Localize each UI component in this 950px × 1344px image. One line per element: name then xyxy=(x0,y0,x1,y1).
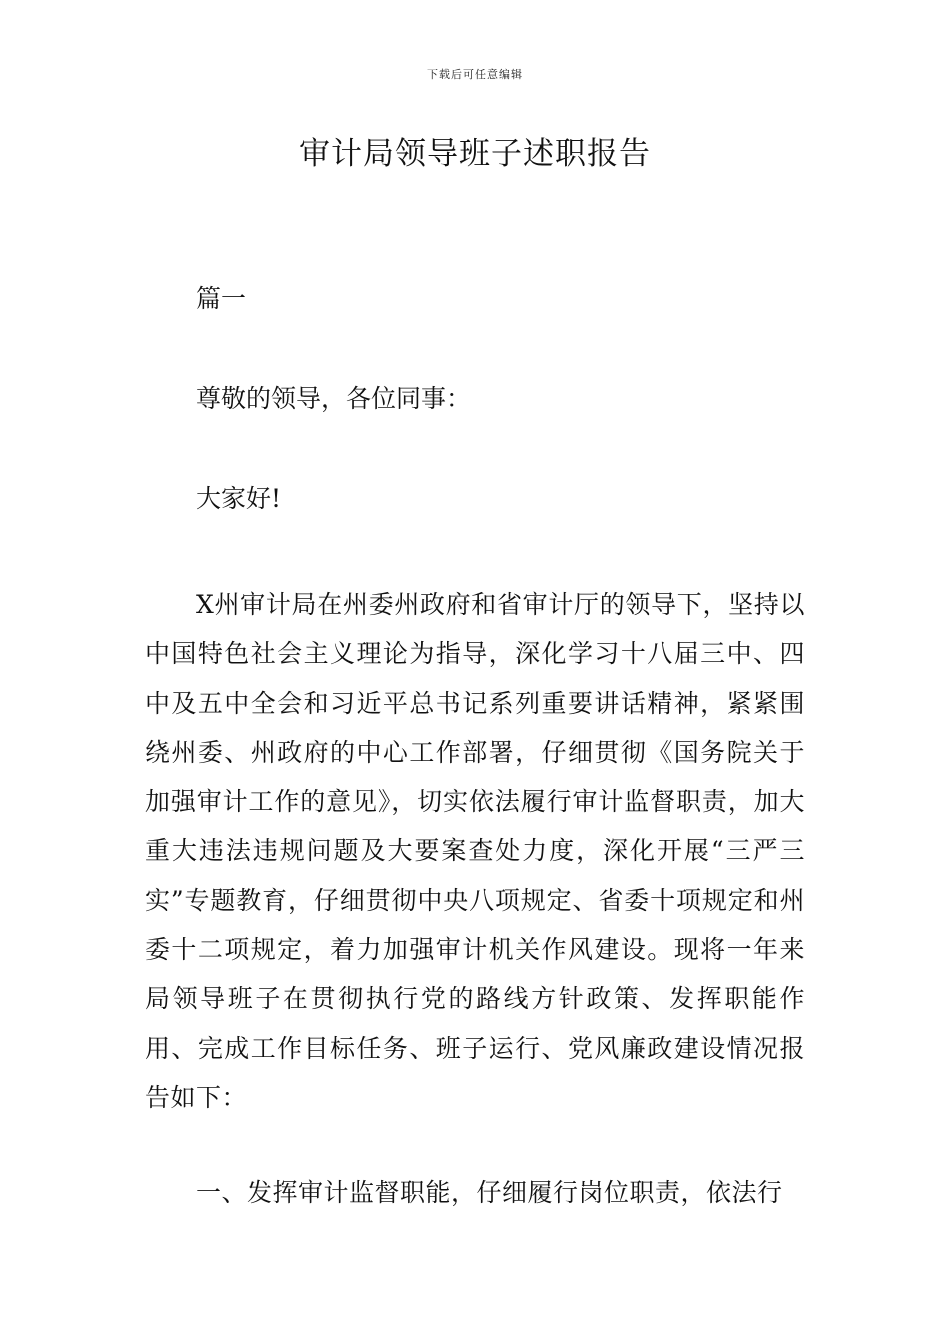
section-label: 篇一 xyxy=(196,284,247,313)
header-note: 下载后可任意编辑 xyxy=(427,68,523,81)
body-paragraph: X州审计局在州委州政府和省审计厅的领导下，坚持以中国特色社会主义理论为指导，深化学习十八届三中、四中及五中全会和习近平总书记系列重要讲话精神，紧紧围绕州委、州政府的中心工作部署，仔细贯彻《国务院关于加强审计工作的意见》，切实依法履行审计监督职责，加大重大违法违规问题及大要案查处力度，深化开展“三严三实”专题教育，仔细贯彻中央八项规定、省委十项规定和州委十二项规定，着力加强审计机关作风建设。现将一年来局领导班子在贯彻执行党的路线方针政策、发挥职能作用、完成工作目标任务、班子运行、党风廉政建设情况报告如下： xyxy=(145,590,805,1112)
greeting: 大家好! xyxy=(196,484,282,513)
salutation: 尊敬的领导，各位同事： xyxy=(196,384,472,413)
document-title: 审计局领导班子述职报告 xyxy=(299,136,651,172)
section-heading: 一、发挥审计监督职能，仔细履行岗位职责，依法行 xyxy=(196,1178,783,1207)
